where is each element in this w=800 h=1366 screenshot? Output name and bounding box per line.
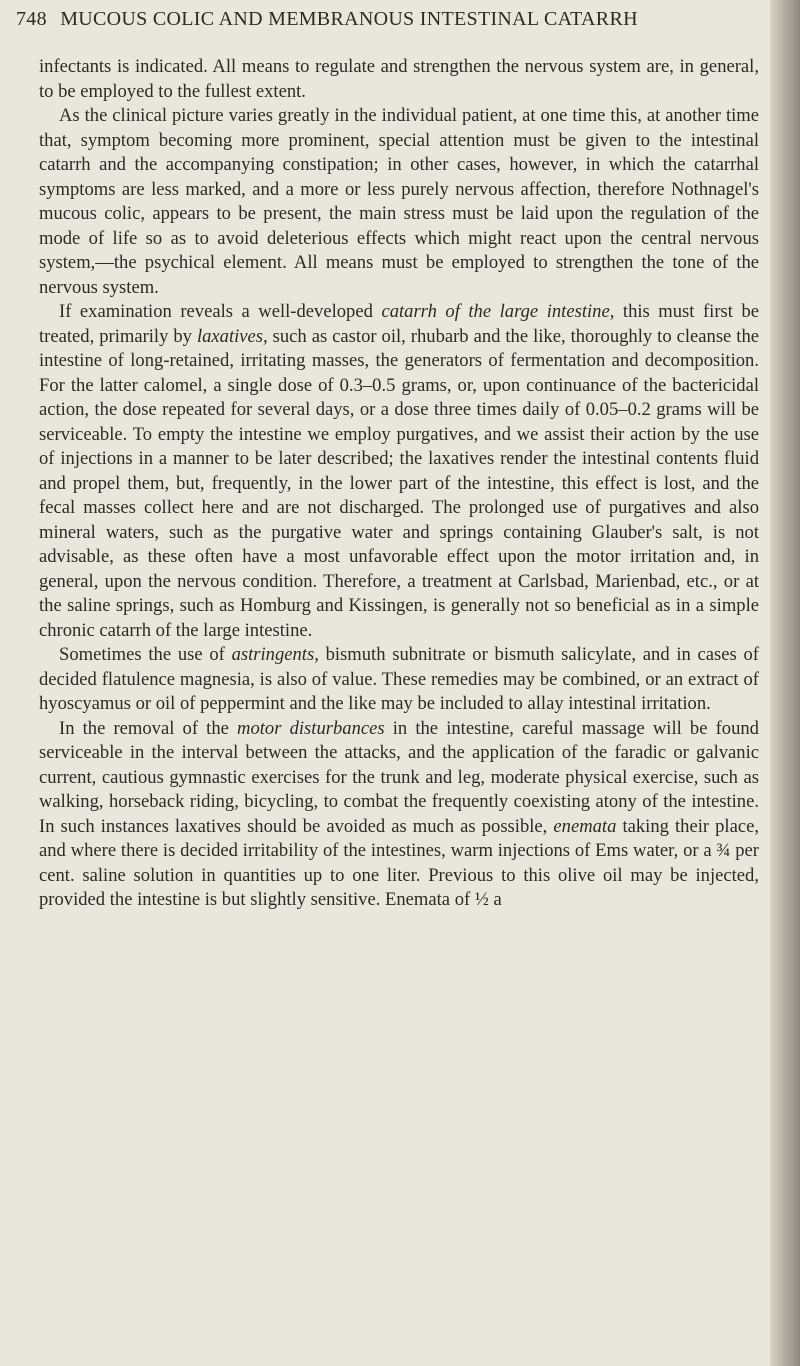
italic-text: motor disturbances	[237, 717, 385, 739]
italic-text: enemata	[553, 815, 617, 837]
italic-text: catarrh of the large intestine,	[381, 301, 615, 322]
italic-text: laxatives,	[196, 325, 268, 347]
page-number: 748	[16, 8, 47, 30]
text-run: such as castor oil, rhubarb and the like, thoroughly to cleanse the intestine of long-retained, irritating masses, the generators of fermentation and decomposition. For the latter calomel, a single dose of 0.3–0.5 grams, or, upon continuance of the bactericidal action, the dose repeated for several days, or a dose three times daily of 0.05–0.2 grams will be serviceable. To empty the intestine we employ purgatives, and we assist their action by the use of injections in a manner to be later described; the laxatives render the intestinal contents fluid and propel them, but, frequently, in the lower part of the intestine, this effect is lost, and the fecal masses collect here and are not discharged. The prolonged use of purgatives and also mineral waters, such as the purgative water and springs containing Glauber's salt, is not advisable, as these often have a most unfavorable effect upon the motor irritation and, in general, upon the nervous condition. Therefore, a treatment at Carlsbad, Marienbad, etc., or at the saline springs, such as Homburg and Kissingen, is generally not so beneficial as in a simple chronic catarrh of the large intestine.	[39, 325, 759, 641]
text-run: this must first be treated, primarily by	[39, 301, 759, 347]
body-text	[39, 55, 759, 913]
paragraph	[39, 717, 759, 913]
text-run: In the removal of the	[59, 717, 238, 739]
text-run: As the clinical picture varies greatly in the individual patient, at one time this, at another time that, symptom becoming more prominent, special attention must be given to the intestinal catarrh and the accompanying constipation; in other cases, however, in which the catarrhal symptoms are less marked, and a more or less purely nervous affection, therefore Nothnagel's mucous colic, appears to be present, the main stress must be laid upon the regulation of the mode of life so as to avoid deleterious effects which might react upon the central nervous system,—the psychical element. All means must be employed to strengthen the tone of the nervous system.	[39, 105, 759, 298]
text-run: If examination reveals a well-developed	[59, 301, 382, 322]
running-title: MUCOUS COLIC AND MEMBRANOUS INTESTINAL CATARRH	[60, 8, 638, 30]
text-run: infectants is indicated. All means to regulate and strengthen the nervous system are, in general, to be employed to the fullest extent.	[39, 56, 759, 102]
text-run: bismuth subnitrate or bismuth salicylate, and in cases of decided flatulence magnesia, is also of value. These remedies may be combined, or an extract of hyoscyamus or oil of peppermint and the like may be included to allay intestinal irritation.	[39, 644, 759, 714]
paragraph	[39, 643, 759, 717]
paragraph	[39, 55, 759, 104]
text-run: taking their place, and where there is decided irritability of the intestines, warm injections of Ems water, or a ¾ per cent. saline solution in quantities up to one liter. Previous to this olive oil may be injected, provided the intestine is but slightly sensitive. Enemata of ½ a	[39, 815, 759, 910]
running-header	[16, 8, 736, 38]
paragraph	[39, 104, 759, 300]
page-edge	[770, 0, 800, 1366]
italic-text: astringents,	[231, 644, 319, 665]
text-run: Sometimes the use of	[59, 644, 232, 665]
paragraph	[39, 300, 759, 643]
text-run: in the intestine, careful massage will be found serviceable in the interval between the attacks, and the application of the faradic or galvanic current, cautious gymnastic exercises for the trunk and leg, moderate physical exercise, such as walking, horseback riding, bicycling, to combat the frequently coexisting atony of the intestine. In such instances laxatives should be avoided as much as possible,	[39, 717, 759, 837]
